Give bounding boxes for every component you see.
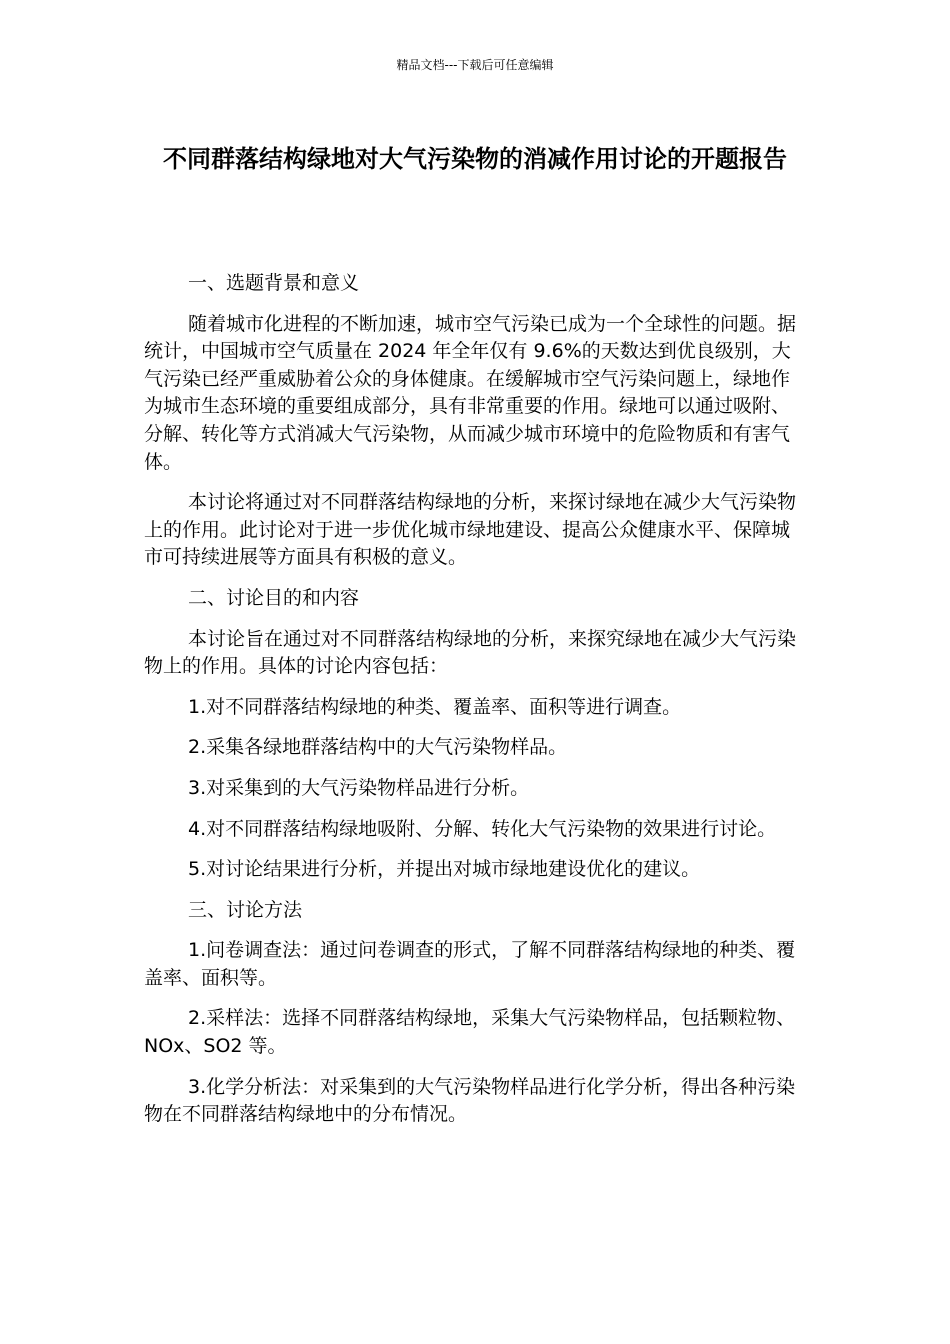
document-title: 不同群落结构绿地对大气污染物的消减作用讨论的开题报告 — [163, 145, 787, 173]
section-heading-methods: 三、讨论方法 — [188, 898, 303, 921]
list-item-content-4: 4.对不同群落结构绿地吸附、分解、转化大气污染物的效果进行讨论。 — [188, 817, 777, 840]
paragraph-significance: 本讨论将通过对不同群落结构绿地的分析，来探讨绿地在减少大气污染物上的作用。此讨论对于进一步优化城市绿地建设、提高公众健康水平、保障城市可持续进展等方面具有积极的意义。 — [144, 491, 797, 569]
list-item-content-5: 5.对讨论结果进行分析，并提出对城市绿地建设优化的建议。 — [188, 858, 701, 881]
list-item-content-2: 2.采集各绿地群落结构中的大气污染物样品。 — [188, 736, 568, 759]
paragraph-objectives: 本讨论旨在通过对不同群落结构绿地的分析，来探究绿地在减少大气污染物上的作用。具体的讨论内容包括： — [144, 627, 797, 678]
page-header-note: 精品文档---下载后可任意编辑 — [396, 58, 554, 72]
list-item-method-1: 1.问卷调查法：通过问卷调查的形式，了解不同群落结构绿地的种类、覆盖率、面积等。 — [144, 939, 796, 989]
section-heading-background: 一、选题背景和意义 — [188, 272, 360, 294]
list-item-method-2: 2.采样法：选择不同群落结构绿地，采集大气污染物样品，包括颗粒物、NOx、SO2 等。 — [144, 1007, 796, 1058]
document-body — [144, 270, 802, 1142]
section-heading-objectives: 二、讨论目的和内容 — [188, 586, 360, 609]
list-item-content-1: 1.对不同群落结构绿地的种类、覆盖率、面积等进行调查。 — [188, 695, 682, 718]
list-item-method-3: 3.化学分析法：对采集到的大气污染物样品进行化学分析，得出各种污染物在不同群落结构绿地中的分布情况。 — [144, 1075, 796, 1126]
paragraph-background: 随着城市化进程的不断加速，城市空气污染已成为一个全球性的问题。据统计，中国城市空气质量在 2024 年全年仅有 9.6%的天数达到优良级别，大气污染已经严重威胁着公众的身体健康。在缓解城市空气污染问题上，绿地作为城市生态环境的重要组成部分，具有非常重要的作用。绿地可以通过吸附、分解、转化等方式消减大气污染物，从而减少城市环境中的危险物质和有害气体。 — [144, 312, 797, 473]
list-item-content-3: 3.对采集到的大气污染物样品进行分析。 — [188, 776, 530, 799]
